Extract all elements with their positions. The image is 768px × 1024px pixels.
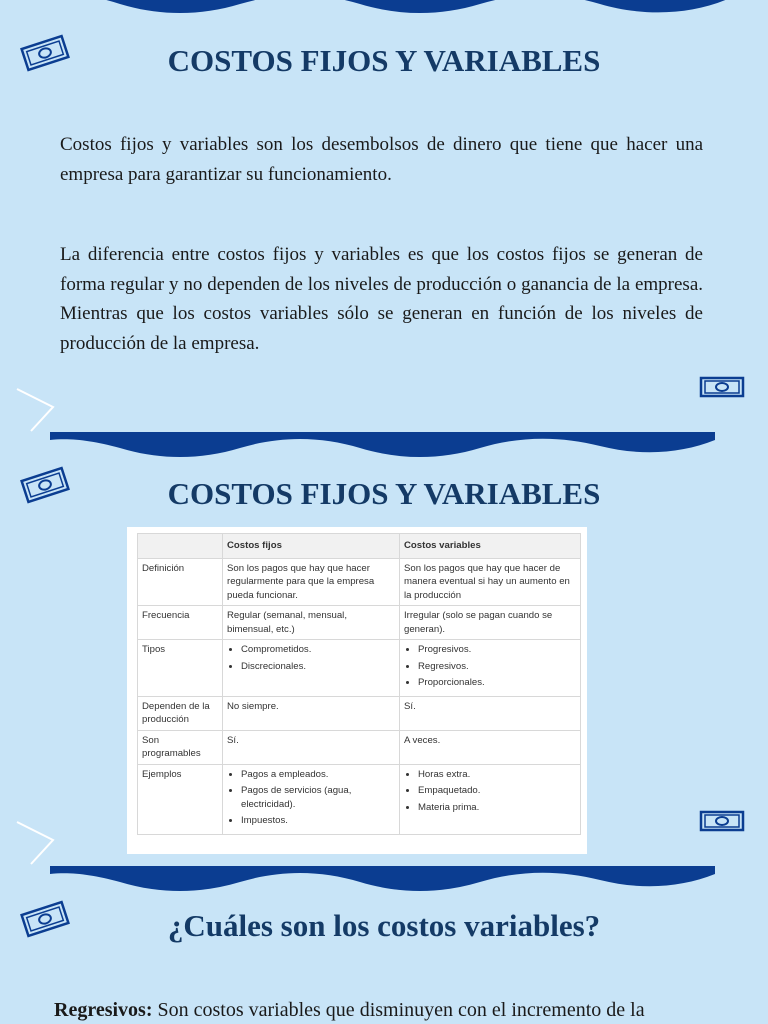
table-row bbox=[138, 696, 581, 730]
slide-title: COSTOS FIJOS Y VARIABLES bbox=[167, 476, 601, 511]
table-row bbox=[138, 606, 581, 640]
table-cell: A veces. bbox=[400, 730, 581, 764]
list-item: • Regresivos. bbox=[418, 660, 576, 674]
table-cell: Regular (semanal, mensual, bimensual, etc.) bbox=[223, 606, 400, 640]
row-label: Son programables bbox=[138, 730, 223, 764]
list-item: • Pagos de servicios (agua, electricidad). bbox=[241, 784, 395, 811]
table-cell: Son los pagos que hay que hacer de manera eventual si hay un aumento en la producción bbox=[400, 558, 581, 606]
list-item: • Proporcionales. bbox=[418, 676, 576, 690]
intro-paragraph: Costos fijos y variables son los desembolsos de dinero que tiene que hacer una empresa para garantizar su funcionamiento. bbox=[60, 134, 703, 185]
term-label: Regresivos: bbox=[54, 999, 153, 1021]
table-cell: Sí. bbox=[223, 730, 400, 764]
table-cell: No siempre. bbox=[223, 696, 400, 730]
slide-3 bbox=[0, 866, 768, 1024]
money-bill-icon bbox=[699, 806, 745, 836]
money-bill-icon bbox=[699, 372, 745, 402]
comparison-table bbox=[137, 533, 581, 835]
table-cell bbox=[223, 640, 400, 697]
top-wave-decoration bbox=[0, 866, 768, 906]
difference-paragraph: La diferencia entre costos fijos y variables es que los costos fijos se generan de forma regular y no dependen de los niveles de producción o ganancia de la empresa. Mientras que los costos variables sólo se generan en función de los niveles de producción de la empresa. bbox=[60, 244, 703, 354]
table-header: Costos fijos bbox=[223, 534, 400, 559]
zigzag-icon bbox=[15, 818, 55, 866]
table-cell bbox=[400, 764, 581, 834]
table-row bbox=[138, 730, 581, 764]
table-row bbox=[138, 558, 581, 606]
row-label: Ejemplos bbox=[138, 764, 223, 834]
regresivos-paragraph bbox=[54, 996, 714, 1024]
table-header bbox=[138, 534, 223, 559]
row-label: Dependen de la producción bbox=[138, 696, 223, 730]
list-item: • Discrecionales. bbox=[241, 660, 395, 674]
page-title: COSTOS FIJOS Y VARIABLES bbox=[167, 43, 601, 78]
row-label: Tipos bbox=[138, 640, 223, 697]
table-cell bbox=[223, 764, 400, 834]
slide-title: ¿Cuáles son los costos variables? bbox=[167, 908, 601, 943]
slide-2 bbox=[0, 432, 768, 866]
table-cell: Irregular (solo se pagan cuando se generan). bbox=[400, 606, 581, 640]
zigzag-icon bbox=[15, 385, 55, 432]
list-item: • Empaquetado. bbox=[418, 784, 576, 798]
table-row bbox=[138, 640, 581, 697]
list-item: • Impuestos. bbox=[241, 814, 395, 828]
table-header: Costos variables bbox=[400, 534, 581, 559]
list-item: • Pagos a empleados. bbox=[241, 768, 395, 782]
row-label: Definición bbox=[138, 558, 223, 606]
table-cell: Son los pagos que hay que hacer regularmente para que la empresa pueda funcionar. bbox=[223, 558, 400, 606]
top-wave-decoration bbox=[0, 432, 768, 472]
list-item: • Comprometidos. bbox=[241, 643, 395, 657]
comparison-table-image bbox=[127, 527, 587, 854]
row-label: Frecuencia bbox=[138, 606, 223, 640]
list-item: • Progresivos. bbox=[418, 643, 576, 657]
term-definition: Son costos variables que disminuyen con el incremento de la bbox=[152, 999, 645, 1021]
top-wave-decoration bbox=[0, 0, 768, 28]
list-item: • Horas extra. bbox=[418, 768, 576, 782]
table-cell bbox=[400, 640, 581, 697]
table-cell: Sí. bbox=[400, 696, 581, 730]
slide-1 bbox=[0, 0, 768, 432]
list-item: • Materia prima. bbox=[418, 801, 576, 815]
table-row bbox=[138, 764, 581, 834]
